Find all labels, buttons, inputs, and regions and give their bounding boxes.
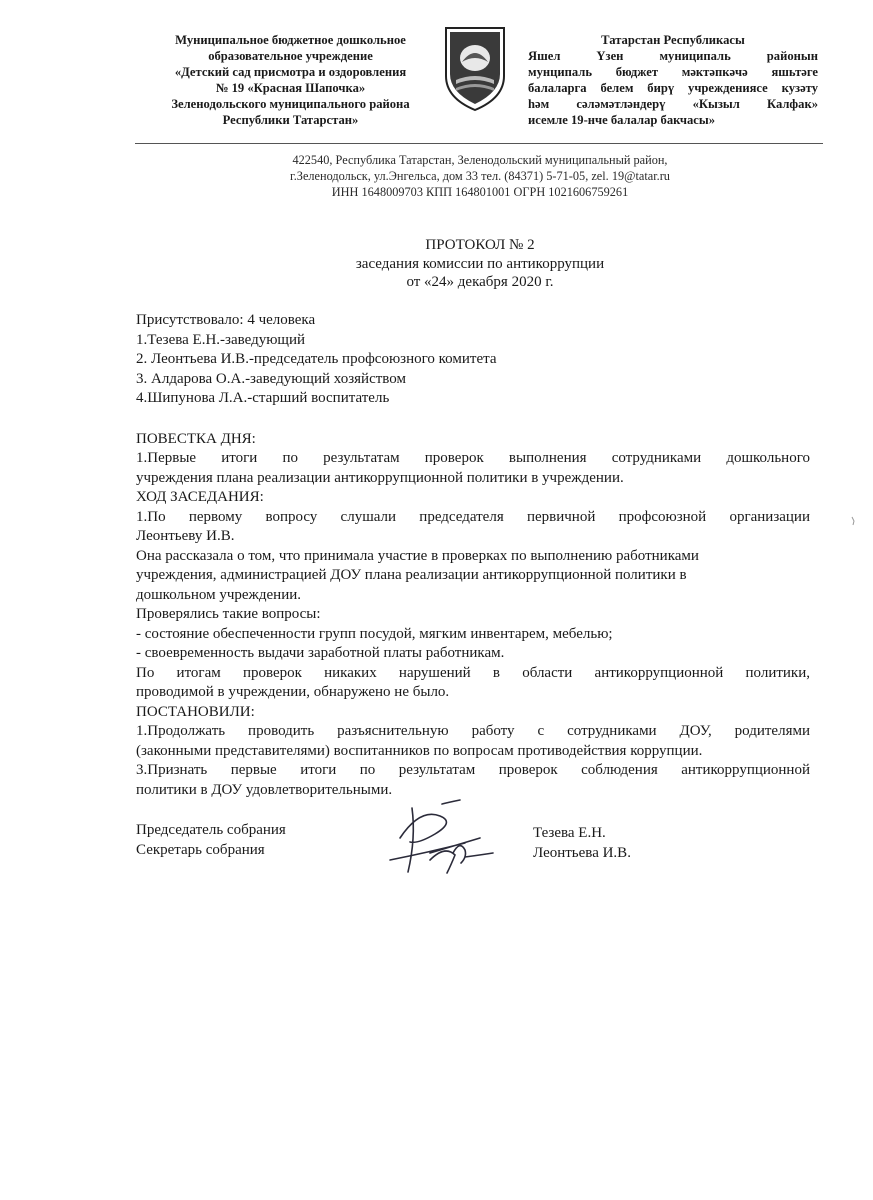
checked-item: - своевременность выдачи заработной платы работникам. (136, 645, 505, 661)
attendee-item: 2. Леонтьева И.В.-председатель профсоюзного комитета (136, 351, 497, 367)
proceedings-paragraph: 1.По первому вопросу слушали председателя первичной профсоюзной организации (136, 508, 810, 525)
agenda-heading: ПОВЕСТКА ДНЯ: (136, 430, 256, 447)
proceedings-paragraph: По итогам проверок никаких нарушений в области антикоррупционной политики, (136, 664, 810, 681)
chair-name: Тезева Е.Н. (533, 825, 606, 841)
registration-numbers: ИНН 1648009703 КПП 164801001 ОГРН 1021606759261 (331, 185, 629, 199)
secretary-name: Леонтьева И.В. (533, 844, 631, 861)
protocol-number: ПРОТОКОЛ № 2 (425, 237, 535, 253)
resolution-item: (законными представителями) воспитанников по вопросам противодействия коррупции. (136, 742, 703, 759)
org-name-line: образовательное учреждение (208, 49, 373, 63)
org-name-tatar (528, 32, 818, 128)
org-name-line: № 19 «Красная Шапочка» (215, 81, 366, 95)
address-line: 422540, Республика Татарстан, Зеленодольский муниципальный район, (292, 153, 668, 167)
resolution-item: 3.Признать первые итоги по результатам проверок соблюдения антикоррупционной (136, 762, 810, 778)
proceedings-paragraph: проводимой в учреждении, обнаружено не было. (136, 684, 450, 700)
org-name-line: «Детский сад присмотра и оздоровления (174, 65, 407, 79)
org-name-line: исемле 19-нче балалар бакчасы» (528, 113, 716, 127)
address-block (220, 152, 740, 200)
attendee-item: 3. Алдарова О.А.-заведующий хозяйством (136, 370, 406, 387)
signature-roles (136, 821, 286, 860)
protocol-subject: заседания комиссии по антикоррупции (355, 255, 605, 272)
attendance-heading: Присутствовало: 4 человека (136, 312, 316, 328)
protocol-date: от «24» декабря 2020 г. (406, 274, 554, 290)
header-divider (135, 143, 823, 144)
proceedings-heading: ХОД ЗАСЕДАНИЯ: (136, 489, 264, 505)
org-name-line: Зеленодольского муниципального района (171, 97, 410, 111)
proceedings-paragraph: Проверялись такие вопросы: (136, 606, 321, 622)
org-name-line: Татарстан Республикасы (601, 33, 745, 47)
proceedings-paragraph: учреждения, администрацией ДОУ плана реализации антикоррупционной политики в (136, 567, 687, 583)
coat-of-arms-emblem (442, 24, 508, 112)
org-name-russian (148, 32, 433, 128)
agenda-item: 1.Первые итоги по результатам проверок выполнения сотрудниками дошкольного (136, 450, 810, 466)
proceedings-paragraph: дошкольном учреждении. (136, 586, 302, 603)
address-line: г.Зеленодольск, ул.Энгельса, дом 33 тел. (84371) 5-71-05, zel. 19@tatar.ru (290, 169, 670, 183)
checked-item: - состояние обеспеченности групп посудой, мягким инвентарем, мебелью; (136, 625, 613, 642)
agenda-item: учреждения плана реализации антикоррупционной политики в учреждении. (136, 469, 624, 486)
resolution-item: политики в ДОУ удовлетворительными. (136, 781, 393, 798)
org-name-line: балаларга белем бирү учреждениясе кузәту (528, 81, 818, 95)
secretary-role: Секретарь собрания (136, 841, 265, 858)
org-name-line: Республики Татарстан» (222, 113, 359, 127)
scan-mark-icon (850, 516, 858, 526)
attendee-item: 4.Шипунова Л.А.-старший воспитатель (136, 390, 390, 406)
proceedings-paragraph: Леонтьеву И.В. (136, 528, 235, 544)
org-name-line: Яшел Үзен муниципаль районын (528, 49, 818, 63)
resolution-heading: ПОСТАНОВИЛИ: (136, 703, 255, 720)
attendee-item: 1.Тезева Е.Н.-заведующий (136, 331, 306, 348)
org-name-line: мунципаль бюджет мәктәпкәчә яшьтәге (528, 65, 818, 79)
org-name-line: Муниципальное бюджетное дошкольное (175, 33, 406, 47)
protocol-body (136, 311, 810, 800)
chair-role: Председатель собрания (136, 822, 286, 838)
secretary-signature (425, 835, 495, 875)
proceedings-paragraph: Она рассказала о том, что принимала участие в проверках по выполнению работниками (136, 547, 699, 564)
signature-names (533, 824, 631, 863)
protocol-title (280, 236, 680, 292)
resolution-item: 1.Продолжать проводить разъяснительную работу с сотрудниками ДОУ, родителями (136, 723, 810, 739)
org-name-line: һәм сәләмәтләндерү «Кызыл Калфак» (528, 97, 818, 111)
